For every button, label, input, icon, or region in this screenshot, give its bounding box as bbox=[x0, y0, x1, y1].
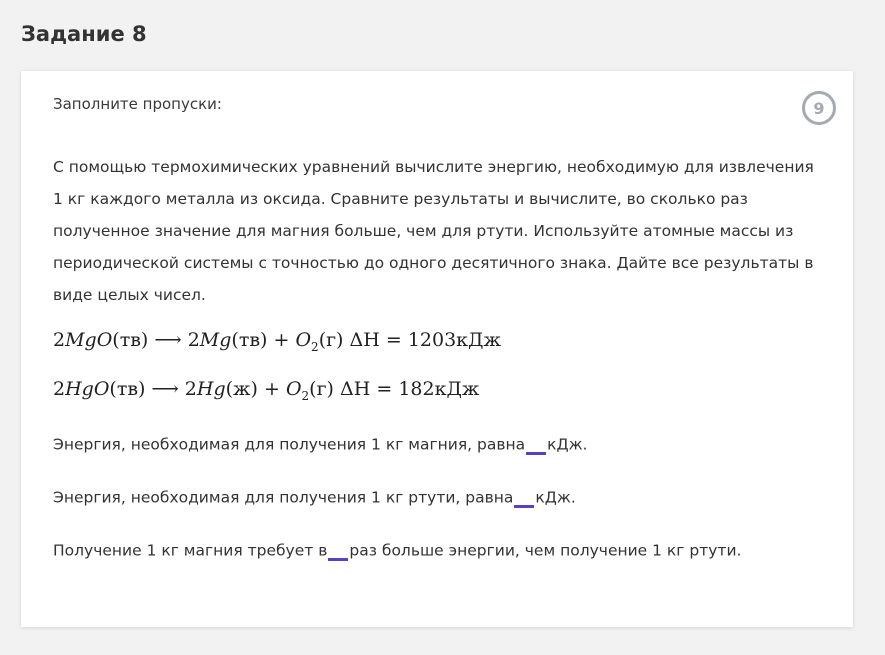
problem-text: С помощью термохимических уравнений вычислите энергию, необходимую для извлечения 1 кг каждого металла из оксида. Сравните результаты и вычислите, во сколько раз полученное значение для магния больше, чем для ртути. Используйте атомные массы из периодической системы с точностью до одного десятичного знака. Дайте все результаты в виде целых чисел. bbox=[53, 158, 814, 304]
blank-ratio[interactable] bbox=[328, 539, 348, 561]
fill-text-before: Энергия, необходимая для получения 1 кг магния, равна bbox=[53, 435, 526, 454]
fill-sentence-magnesium bbox=[53, 433, 587, 455]
fill-text-after: кДж. bbox=[535, 488, 576, 507]
fill-text-after: кДж. bbox=[547, 435, 588, 454]
task-card bbox=[21, 71, 853, 627]
task-title: Задание 8 bbox=[21, 22, 147, 46]
task-number-badge: 9 bbox=[802, 91, 836, 125]
fill-text-before: Получение 1 кг магния требует в bbox=[53, 541, 328, 560]
blank-magnesium-energy[interactable] bbox=[526, 433, 546, 455]
equation-hgo: 2HgO(тв) ⟶ $2Hg(ж) + O_2(г) \Delta H = 182кДж$ bbox=[53, 378, 480, 403]
fill-sentence-ratio bbox=[53, 539, 741, 561]
fill-sentence-mercury bbox=[53, 486, 576, 508]
equation-mgo: 2MgO(тв) ⟶ $2Mg(тв) + O_2(г) \Delta H = 1203кДж$ bbox=[53, 329, 501, 354]
instruction-text: Заполните пропуски: bbox=[53, 95, 222, 113]
fill-text-before: Энергия, необходимая для получения 1 кг ртути, равна bbox=[53, 488, 514, 507]
fill-text-after: раз больше энергии, чем получение 1 кг ртути. bbox=[349, 541, 742, 560]
blank-mercury-energy[interactable] bbox=[514, 486, 534, 508]
